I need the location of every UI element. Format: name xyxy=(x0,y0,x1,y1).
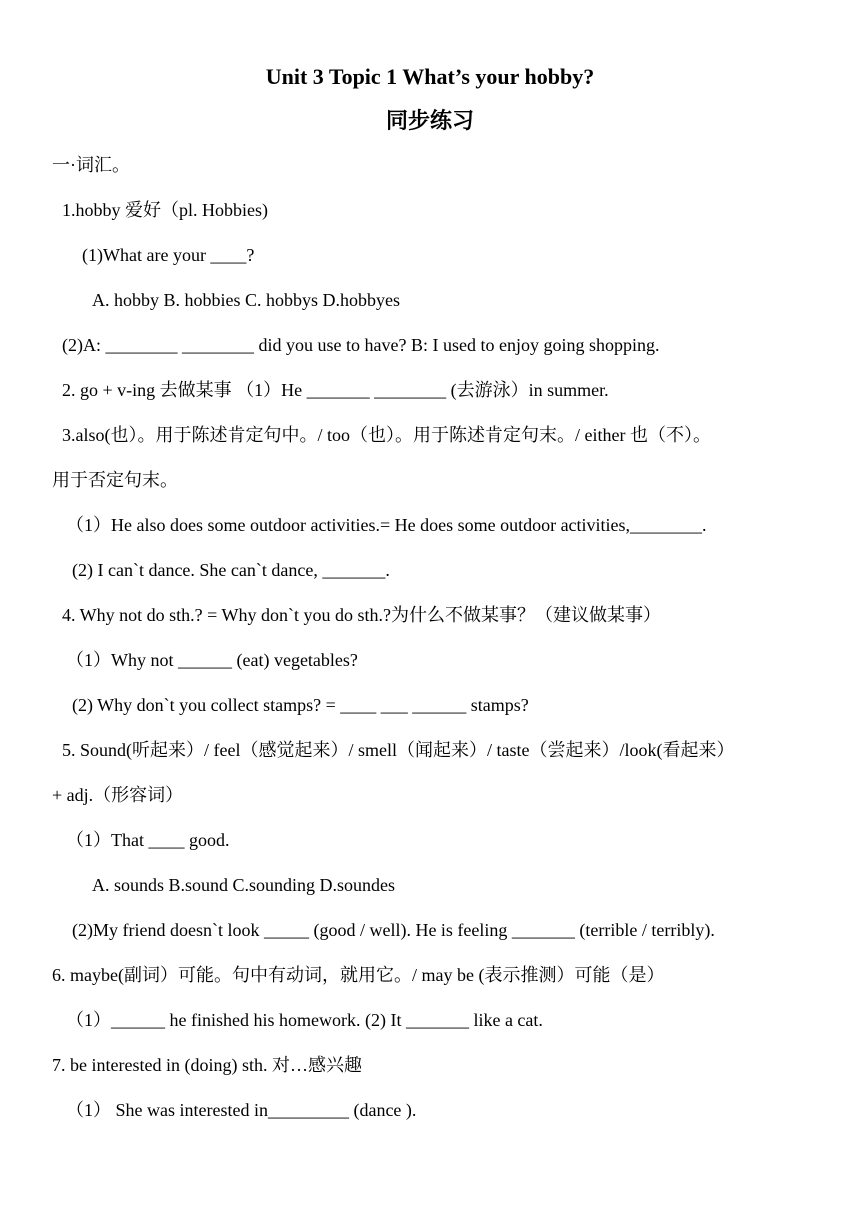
item-5-heading: 5. Sound(听起来）/ feel（感觉起来）/ smell（闻起来）/ taste（尝起来）/look(看起来） xyxy=(62,740,735,760)
section-heading: 一·词汇。 xyxy=(52,155,130,175)
page-subtitle: 同步练习 xyxy=(385,108,474,133)
item-1-options: A. hobby B. hobbies C. hobbys D.hobbyes xyxy=(92,290,401,310)
item-1-heading: 1.hobby 爱好（pl. Hobbies) xyxy=(62,200,268,220)
item-1-question-1: (1)What are your ____? xyxy=(82,245,255,265)
item-4-question-1: （1）Why not ______ (eat) vegetables? xyxy=(66,650,358,670)
item-6-questions: （1）______ he finished his homework. (2) It _______ like a cat. xyxy=(66,1010,543,1030)
item-2-heading: 2. go + v-ing 去做某事 （1）He _______ ________ (去游泳）in summer. xyxy=(62,380,609,400)
item-7-heading: 7. be interested in (doing) sth. 对…感兴趣 xyxy=(52,1055,362,1075)
item-3-heading: 3.also(也）。用于陈述肯定句中。/ too（也）。用于陈述肯定句末。/ either 也（不）。 xyxy=(62,425,711,445)
item-4-heading: 4. Why not do sth.? = Why don`t you do sth.?为什么不做某事？（建议做某事） xyxy=(62,605,661,625)
item-1-question-2: (2)A: ________ ________ did you use to have? B: I used to enjoy going shopping. xyxy=(62,335,660,355)
item-5-question-2: (2)My friend doesn`t look _____ (good / well). He is feeling _______ (terrible / terribly). xyxy=(72,920,715,940)
item-3-question-1: （1）He also does some outdoor activities.= He does some outdoor activities,________. xyxy=(66,515,707,535)
page-title: Unit 3 Topic 1 What’s your hobby? xyxy=(265,64,595,89)
item-3-heading-cont: 用于否定句末。 xyxy=(52,470,178,490)
item-4-question-2: (2) Why don`t you collect stamps? = ____ ___ ______ stamps? xyxy=(72,695,529,715)
item-5-question-1: （1）That ____ good. xyxy=(66,830,230,850)
item-6-heading: 6. maybe(副词）可能。句中有动词，就用它。/ may be (表示推测）可能（是） xyxy=(52,965,665,985)
item-7-question-1: （1） She was interested in_________ (dance ). xyxy=(66,1100,417,1120)
item-5-options: A. sounds B.sound C.sounding D.soundes xyxy=(92,875,396,895)
item-3-question-2: (2) I can`t dance. She can`t dance, _______. xyxy=(72,560,390,580)
item-5-heading-cont: + adj.（形容词） xyxy=(52,785,184,805)
